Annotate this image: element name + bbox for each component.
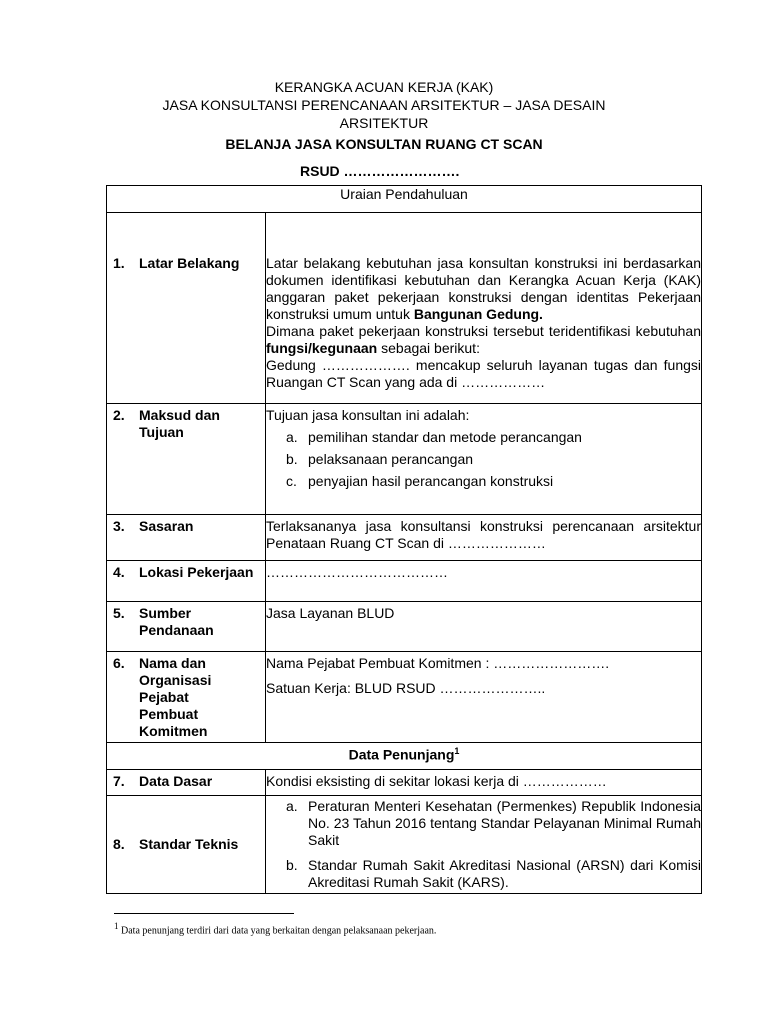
paragraph: Tujuan jasa konsultan ini adalah:: [266, 407, 470, 423]
kak-table: [106, 185, 702, 894]
row-label: Sumber Pendanaan: [139, 605, 214, 638]
section-row-penunjang: [107, 743, 702, 770]
document-subtitle: BELANJA JASA KONSULTAN RUANG CT SCAN: [225, 136, 543, 152]
row-label-cell: [107, 213, 266, 404]
list-mark: c.: [286, 473, 297, 489]
row-label-cell: [107, 652, 266, 743]
row-content-cell: [266, 796, 702, 894]
text: sebagai berikut:: [377, 340, 480, 356]
bold-text: Bangunan Gedung.: [413, 306, 543, 322]
row-content-cell: Jasa Layanan BLUD: [266, 602, 702, 652]
table-row: [107, 404, 702, 515]
footnote-divider: [114, 913, 294, 914]
list-mark: a.: [286, 798, 298, 814]
row-number: 4.: [113, 564, 125, 580]
header-line-3: ARSITEKTUR: [339, 115, 429, 131]
section-heading-penunjang: [107, 743, 702, 770]
objective-list: [266, 429, 701, 490]
text: Latar belakang kebutuhan jasa konsultan konstruksi ini berdasarkan dokumen identifikasi kebutuhan dan Kerangka Acuan Kerja (KAK) anggaran paket pekerjaan konstruksi dengan identitas Pekerjaan konstruksi umum untuk: [266, 255, 701, 322]
header-title: KERANGKA ACUAN KERJA (KAK): [274, 79, 494, 95]
table-row: [107, 796, 702, 894]
row-number: 8.: [113, 836, 125, 852]
section-row-pendahuluan: [107, 186, 702, 213]
footnote: [114, 921, 436, 936]
list-text: pemilihan standar dan metode perancangan: [308, 429, 582, 445]
paragraph: Gedung ………………. mencakup seluruh layanan tugas dan fungsi Ruangan CT Scan yang ada di ………………: [266, 357, 701, 390]
row-label-cell: [107, 515, 266, 561]
table-row: [107, 515, 702, 561]
row-label-cell: [107, 602, 266, 652]
row-number: 3.: [113, 518, 125, 534]
row-label: Standar Teknis: [139, 836, 239, 852]
row-label: Nama dan Organisasi Pejabat Pembuat Komitmen: [139, 655, 212, 739]
table-row: [107, 213, 702, 404]
row-label-cell: [107, 561, 266, 602]
row-label: Latar Belakang: [139, 255, 240, 271]
row-label-cell: [107, 770, 266, 796]
footnote-ref: 1: [454, 746, 460, 756]
paragraph: [266, 255, 701, 323]
list-item: [266, 473, 701, 490]
section-heading-pendahuluan: Uraian Pendahuluan: [107, 186, 702, 213]
row-label-cell: [107, 796, 266, 894]
row-label: Sasaran: [139, 518, 194, 534]
list-text: penyajian hasil perancangan konstruksi: [308, 473, 554, 489]
row-content-cell: [266, 213, 702, 404]
list-text: pelaksanaan perancangan: [308, 451, 474, 467]
list-item: [266, 451, 701, 468]
list-mark: a.: [286, 429, 298, 445]
table-row: [107, 652, 702, 743]
table-row: [107, 602, 702, 652]
paragraph: [266, 323, 701, 357]
row-content-cell: Terlaksananya jasa konsultansi konstruksi perencanaan arsitektur Penataan Ruang CT Scan di …………………: [266, 515, 702, 561]
list-item: [266, 798, 701, 849]
bold-text: fungsi/kegunaan: [266, 340, 378, 356]
row-number: 5.: [113, 605, 125, 621]
row-label: Lokasi Pekerjaan: [139, 564, 254, 580]
list-mark: b.: [286, 857, 298, 873]
table-row: [107, 770, 702, 796]
row-label: Maksud dan Tujuan: [139, 407, 220, 440]
row-label: Data Dasar: [139, 773, 213, 789]
footnote-mark: 1: [114, 921, 119, 931]
footnote-text: Data penunjang terdiri dari data yang berkaitan dengan pelaksanaan pekerjaan.: [118, 925, 437, 937]
row-number: 1.: [113, 255, 125, 271]
document-header: [0, 78, 768, 132]
rsud-line: RSUD …………………….: [300, 163, 460, 179]
row-content-cell: [266, 652, 702, 743]
text: Dimana paket pekerjaan konstruksi tersebut teridentifikasi kebutuhan: [266, 323, 701, 339]
list-item: [266, 429, 701, 446]
row-number: 7.: [113, 773, 125, 789]
satuan-kerja-line: Satuan Kerja: BLUD RSUD …………………..: [266, 680, 546, 696]
section-heading-text: Data Penunjang: [348, 746, 455, 763]
list-text: Peraturan Menteri Kesehatan (Permenkes) Republik Indonesia No. 23 Tahun 2016 tentang Standar Pelayanan Minimal Rumah Sakit: [308, 798, 701, 848]
list-item: [266, 857, 701, 891]
row-content-cell: [266, 404, 702, 515]
header-line-2: JASA KONSULTANSI PERENCANAAN ARSITEKTUR – JASA DESAIN: [162, 97, 606, 113]
row-content-cell: Kondisi eksisting di sekitar lokasi kerja di ………………: [266, 770, 702, 796]
row-number: 2.: [113, 407, 125, 423]
list-mark: b.: [286, 451, 298, 467]
standards-list: [266, 798, 701, 891]
row-label-cell: [107, 404, 266, 515]
row-number: 6.: [113, 655, 125, 671]
list-text: Standar Rumah Sakit Akreditasi Nasional (ARSN) dari Komisi Akreditasi Rumah Sakit (KARS).: [308, 857, 701, 890]
table-row: [107, 561, 702, 602]
row-content-cell: …………………………………: [266, 561, 702, 602]
ppk-name-line: Nama Pejabat Pembuat Komitmen : …………………….: [266, 655, 610, 671]
